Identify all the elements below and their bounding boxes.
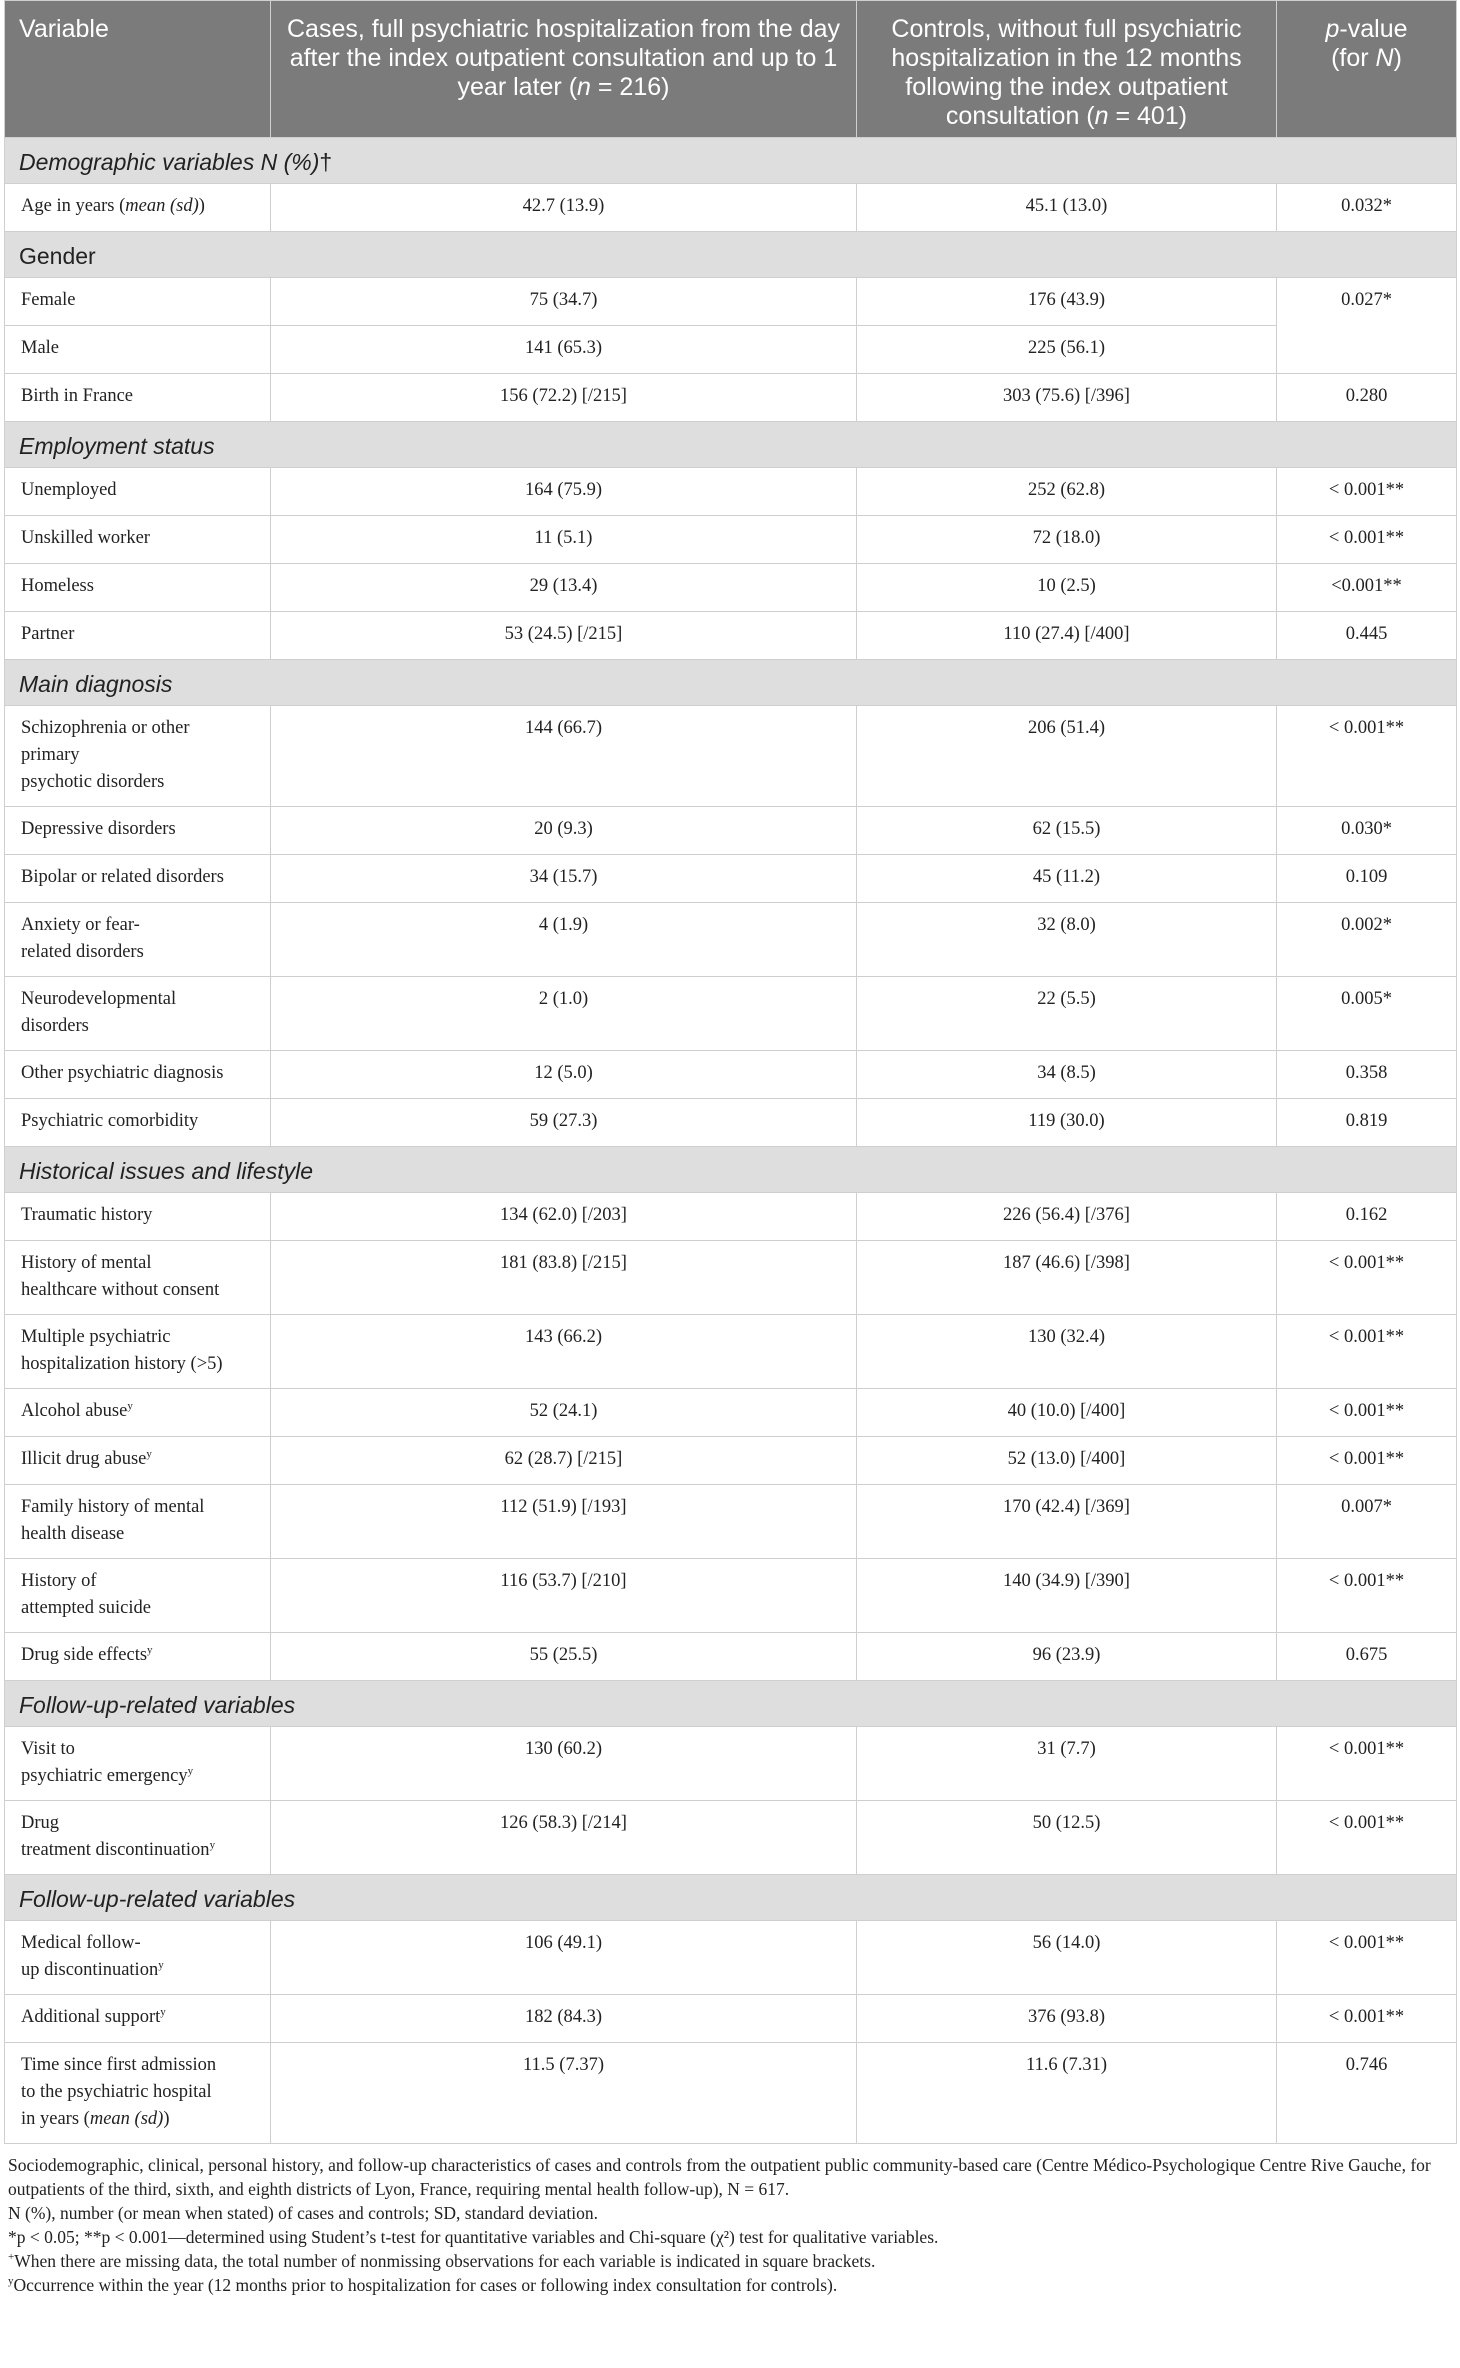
controls-cell: 56 (14.0)	[857, 1921, 1277, 1995]
section-followup: Follow-up-related variables	[5, 1875, 1457, 1921]
table-row	[5, 1099, 1457, 1147]
p-value-cell: 0.002*	[1277, 903, 1457, 977]
table-row	[5, 1995, 1457, 2043]
row-label: Birth in France	[5, 374, 271, 422]
table-row	[5, 903, 1457, 977]
section-followup: Follow-up-related variables	[5, 1681, 1457, 1727]
table-row	[5, 977, 1457, 1051]
cases-cell: 75 (34.7)	[271, 278, 857, 326]
characteristics-table	[4, 0, 1457, 2144]
controls-cell: 303 (75.6) [/396]	[857, 374, 1277, 422]
p-value-cell: < 0.001**	[1277, 706, 1457, 807]
cases-cell: 59 (27.3)	[271, 1099, 857, 1147]
cases-cell: 126 (58.3) [/214]	[271, 1801, 857, 1875]
footnote-missing-data: +When there are missing data, the total number of nonmissing observations for each variable is indicated in square brackets.	[8, 2251, 876, 2271]
controls-cell: 176 (43.9)	[857, 278, 1277, 326]
controls-cell: 187 (46.6) [/398]	[857, 1241, 1277, 1315]
p-value-cell: 0.032*	[1277, 184, 1457, 232]
cases-cell: 62 (28.7) [/215]	[271, 1437, 857, 1485]
row-label: Medical follow- up discontinuation$^y$	[5, 1921, 271, 1995]
row-label: Psychiatric comorbidity	[5, 1099, 271, 1147]
cases-cell: 55 (25.5)	[271, 1633, 857, 1681]
table-row	[5, 855, 1457, 903]
row-label: Drug treatment discontinuation$^y$	[5, 1801, 271, 1875]
cases-cell: 182 (84.3)	[271, 1995, 857, 2043]
footnote-significance: *p < 0.05; **p < 0.001—determined using Student’s t-test for quantitative variables and Chi-square (χ²) test for qualitative variables.	[8, 2227, 939, 2247]
section-employment: Employment status	[5, 422, 1457, 468]
table-row	[5, 706, 1457, 807]
p-value-cell: < 0.001**	[1277, 1801, 1457, 1875]
p-value-cell: < 0.001**	[1277, 1727, 1457, 1801]
p-value-cell: < 0.001**	[1277, 1389, 1457, 1437]
row-label: Illicit drug abuse$^y$	[5, 1437, 271, 1485]
p-value-cell: < 0.001**	[1277, 468, 1457, 516]
row-label: Homeless	[5, 564, 271, 612]
cases-cell: 144 (66.7)	[271, 706, 857, 807]
table-row	[5, 1193, 1457, 1241]
section-demographic: Demographic variables N (%)†	[5, 138, 1457, 184]
cases-cell: 52 (24.1)	[271, 1389, 857, 1437]
section-row	[5, 422, 1457, 468]
p-value-cell: <0.001**	[1277, 564, 1457, 612]
table-row	[5, 468, 1457, 516]
cases-cell: 11 (5.1)	[271, 516, 857, 564]
footnote-occurrence: $^y$Occurrence within the year (12 months prior to hospitalization for cases or following index consultation for controls).	[8, 2275, 838, 2295]
cases-cell: 53 (24.5) [/215]	[271, 612, 857, 660]
table-row	[5, 1921, 1457, 1995]
table-row	[5, 278, 1457, 326]
cases-cell: 112 (51.9) [/193]	[271, 1485, 857, 1559]
cases-cell: 34 (15.7)	[271, 855, 857, 903]
p-value-cell: 0.675	[1277, 1633, 1457, 1681]
p-value-cell: 0.109	[1277, 855, 1457, 903]
cases-cell: 2 (1.0)	[271, 977, 857, 1051]
row-label: Anxiety or fear- related disorders	[5, 903, 271, 977]
controls-cell: 32 (8.0)	[857, 903, 1277, 977]
section-history: Historical issues and lifestyle	[5, 1147, 1457, 1193]
controls-cell: 206 (51.4)	[857, 706, 1277, 807]
section-row	[5, 1147, 1457, 1193]
cases-cell: 156 (72.2) [/215]	[271, 374, 857, 422]
p-value-cell: 0.007*	[1277, 1485, 1457, 1559]
row-label: Partner	[5, 612, 271, 660]
p-value-cell: 0.027*	[1277, 278, 1457, 374]
table-row	[5, 1051, 1457, 1099]
cases-cell: 143 (66.2)	[271, 1315, 857, 1389]
cases-cell: 181 (83.8) [/215]	[271, 1241, 857, 1315]
p-value-cell: < 0.001**	[1277, 1241, 1457, 1315]
controls-cell: 62 (15.5)	[857, 807, 1277, 855]
section-row	[5, 1681, 1457, 1727]
row-label: Male	[5, 326, 271, 374]
p-value-cell: < 0.001**	[1277, 1921, 1457, 1995]
controls-cell: 140 (34.9) [/390]	[857, 1559, 1277, 1633]
table-container	[4, 0, 1456, 2297]
controls-cell: 130 (32.4)	[857, 1315, 1277, 1389]
table-row	[5, 1485, 1457, 1559]
row-label: Bipolar or related disorders	[5, 855, 271, 903]
header-variable: Variable	[5, 1, 271, 138]
row-label: Schizophrenia or other primary psychotic disorders	[5, 706, 271, 807]
row-label: Depressive disorders	[5, 807, 271, 855]
p-value-cell: < 0.001**	[1277, 1559, 1457, 1633]
cases-cell: 116 (53.7) [/210]	[271, 1559, 857, 1633]
table-row	[5, 612, 1457, 660]
footnote-abbreviations: N (%), number (or mean when stated) of cases and controls; SD, standard deviation.	[8, 2203, 598, 2223]
table-row	[5, 1437, 1457, 1485]
p-value-cell: < 0.001**	[1277, 1437, 1457, 1485]
table-row	[5, 1389, 1457, 1437]
cases-cell: 29 (13.4)	[271, 564, 857, 612]
row-label: Family history of mental health disease	[5, 1485, 271, 1559]
cases-cell: 164 (75.9)	[271, 468, 857, 516]
section-row	[5, 1875, 1457, 1921]
table-row	[5, 184, 1457, 232]
cases-cell: 130 (60.2)	[271, 1727, 857, 1801]
p-value-cell: 0.280	[1277, 374, 1457, 422]
section-row	[5, 660, 1457, 706]
p-value-cell: 0.819	[1277, 1099, 1457, 1147]
header-row	[5, 1, 1457, 138]
controls-cell: 45 (11.2)	[857, 855, 1277, 903]
row-label: Visit to psychiatric emergency$^y$	[5, 1727, 271, 1801]
table-footnotes	[4, 2144, 1456, 2297]
controls-cell: 96 (23.9)	[857, 1633, 1277, 1681]
table-row	[5, 374, 1457, 422]
row-label: Multiple psychiatric hospitalization history (>5)	[5, 1315, 271, 1389]
controls-cell: 45.1 (13.0)	[857, 184, 1277, 232]
controls-cell: 252 (62.8)	[857, 468, 1277, 516]
controls-cell: 40 (10.0) [/400]	[857, 1389, 1277, 1437]
row-label: Age in years (mean (sd))	[5, 184, 271, 232]
header-p-value: p-value (for N)	[1277, 1, 1457, 138]
cases-cell: 12 (5.0)	[271, 1051, 857, 1099]
row-label: Alcohol abuse$^y$	[5, 1389, 271, 1437]
cases-cell: 106 (49.1)	[271, 1921, 857, 1995]
p-value-cell: 0.445	[1277, 612, 1457, 660]
p-value-cell: 0.030*	[1277, 807, 1457, 855]
row-label: History of mental healthcare without consent	[5, 1241, 271, 1315]
cases-cell: 141 (65.3)	[271, 326, 857, 374]
table-row	[5, 1633, 1457, 1681]
row-label: Drug side effects$^y$	[5, 1633, 271, 1681]
controls-cell: 376 (93.8)	[857, 1995, 1277, 2043]
row-label: Other psychiatric diagnosis	[5, 1051, 271, 1099]
row-label: Unemployed	[5, 468, 271, 516]
table-row	[5, 516, 1457, 564]
row-label: Traumatic history	[5, 1193, 271, 1241]
row-label: Neurodevelopmental disorders	[5, 977, 271, 1051]
table-row	[5, 1315, 1457, 1389]
row-label: Time since first admission to the psychiatric hospital in years (mean (sd))	[5, 2043, 271, 2144]
p-value-cell: 0.162	[1277, 1193, 1457, 1241]
header-cases: Cases, full psychiatric hospitalization from the day after the index outpatient consultation and up to 1 year later (n = 216)	[271, 1, 857, 138]
table-row	[5, 1559, 1457, 1633]
controls-cell: 10 (2.5)	[857, 564, 1277, 612]
table-row	[5, 564, 1457, 612]
footnote-caption: Sociodemographic, clinical, personal history, and follow-up characteristics of cases and controls from the outpatient public community-based care (Centre Médico-Psychologique Centre Rive Gauche, for outpatients of the third, sixth, and eighth districts of Lyon, France, requiring mental health follow-up), N = 617.	[8, 2155, 1431, 2199]
cases-cell: 11.5 (7.37)	[271, 2043, 857, 2144]
cases-cell: 134 (62.0) [/203]	[271, 1193, 857, 1241]
table-row	[5, 326, 1457, 374]
p-value-cell: < 0.001**	[1277, 1315, 1457, 1389]
section-gender: Gender	[5, 232, 1457, 278]
controls-cell: 34 (8.5)	[857, 1051, 1277, 1099]
controls-cell: 225 (56.1)	[857, 326, 1277, 374]
cases-cell: 20 (9.3)	[271, 807, 857, 855]
section-diagnosis: Main diagnosis	[5, 660, 1457, 706]
controls-cell: 50 (12.5)	[857, 1801, 1277, 1875]
controls-cell: 22 (5.5)	[857, 977, 1277, 1051]
p-value-cell: 0.746	[1277, 2043, 1457, 2144]
table-row	[5, 1241, 1457, 1315]
controls-cell: 119 (30.0)	[857, 1099, 1277, 1147]
cases-cell: 42.7 (13.9)	[271, 184, 857, 232]
controls-cell: 72 (18.0)	[857, 516, 1277, 564]
row-label: Additional support$^y$	[5, 1995, 271, 2043]
p-value-cell: < 0.001**	[1277, 516, 1457, 564]
section-row	[5, 232, 1457, 278]
controls-cell: 52 (13.0) [/400]	[857, 1437, 1277, 1485]
row-label: Unskilled worker	[5, 516, 271, 564]
controls-cell: 170 (42.4) [/369]	[857, 1485, 1277, 1559]
controls-cell: 226 (56.4) [/376]	[857, 1193, 1277, 1241]
table-row	[5, 1801, 1457, 1875]
controls-cell: 31 (7.7)	[857, 1727, 1277, 1801]
p-value-cell: 0.005*	[1277, 977, 1457, 1051]
table-row	[5, 2043, 1457, 2144]
table-row	[5, 1727, 1457, 1801]
header-controls: Controls, without full psychiatric hospitalization in the 12 months following the index outpatient consultation (n = 401)	[857, 1, 1277, 138]
row-label: Female	[5, 278, 271, 326]
table-row	[5, 807, 1457, 855]
controls-cell: 11.6 (7.31)	[857, 2043, 1277, 2144]
p-value-cell: 0.358	[1277, 1051, 1457, 1099]
p-value-cell: < 0.001**	[1277, 1995, 1457, 2043]
row-label: History of attempted suicide	[5, 1559, 271, 1633]
controls-cell: 110 (27.4) [/400]	[857, 612, 1277, 660]
section-row	[5, 138, 1457, 184]
cases-cell: 4 (1.9)	[271, 903, 857, 977]
